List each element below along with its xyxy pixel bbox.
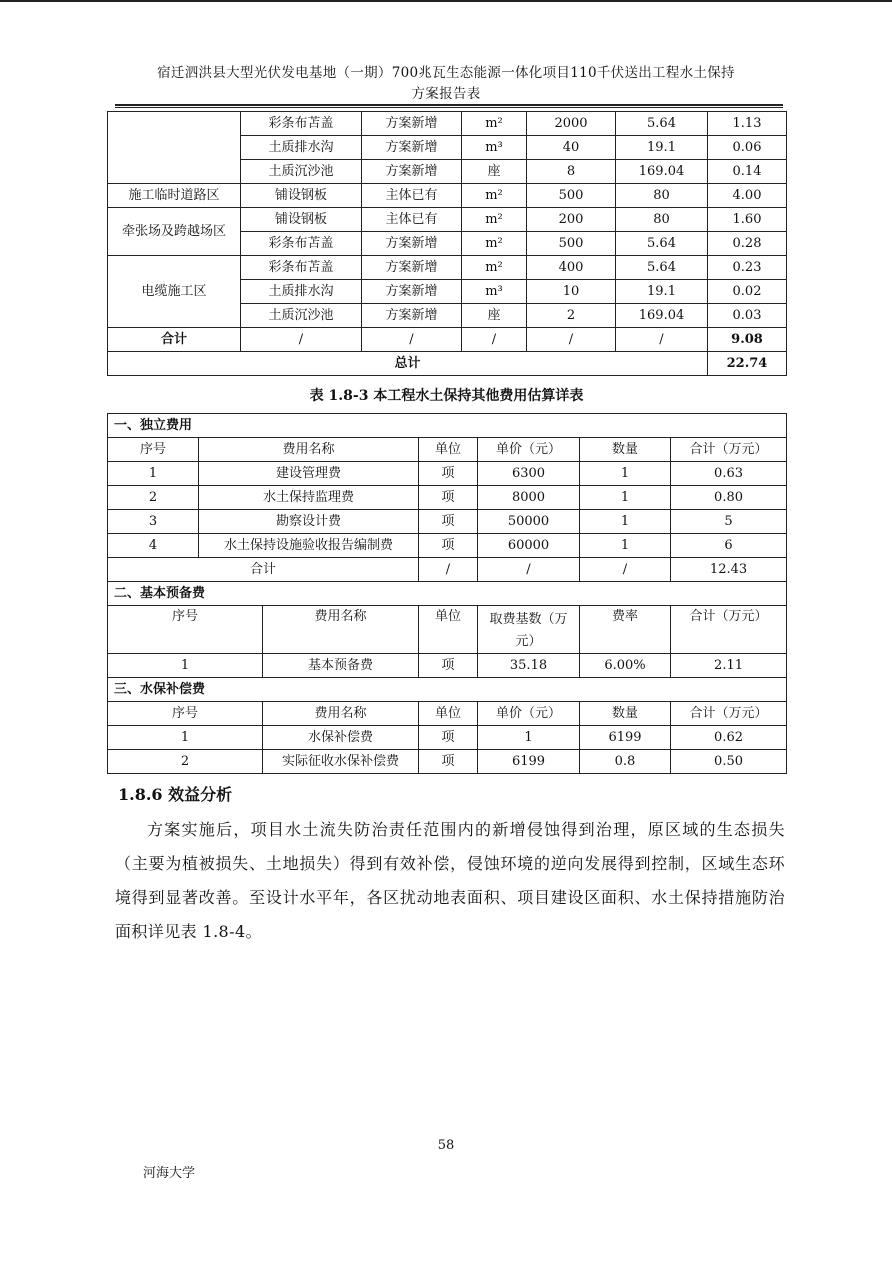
quantity-cell: 500 [527,184,616,208]
price-cell: 5.64 [616,112,708,136]
total-cell: 0.14 [708,160,787,184]
subtotal-cell: / [419,558,478,582]
source-cell: 方案新增 [362,304,462,328]
price-cell: 5.64 [616,256,708,280]
subtotal-cell: / [527,328,616,352]
total-cell: 0.80 [671,486,787,510]
source-cell: 方案新增 [362,136,462,160]
total-cell: 1.13 [708,112,787,136]
running-header [108,63,784,105]
header-rule-thin [115,107,783,108]
unit-cell: m² [462,208,527,232]
subtotal-cell: / [462,328,527,352]
name-cell: 基本预备费 [263,654,419,678]
column-header: 单位 [419,702,478,726]
footer-organization: 河海大学 [143,1166,196,1181]
header-line-1: 宿迁泗洪县大型光伏发电基地（一期）700兆瓦生态能源一体化项目110千伏送出工程水土保持 [157,65,735,81]
total-cell: 6 [671,534,787,558]
total-cell: 0.28 [708,232,787,256]
unit-cell: m² [462,232,527,256]
source-cell: 方案新增 [362,280,462,304]
total-cell: 0.23 [708,256,787,280]
unit-cell: 项 [419,750,478,774]
column-header: 取费基数（万元） [478,606,580,654]
area-cell: 施工临时道路区 [108,184,241,208]
subtotal-cell: / [478,558,580,582]
price-cell: 1 [478,726,580,750]
grandtotal-row [108,352,787,376]
column-header: 合计（万元） [671,702,787,726]
other-costs-table [107,413,787,774]
unit-cell: m² [462,184,527,208]
quantity-cell: 500 [527,232,616,256]
name-cell: 勘察设计费 [199,510,419,534]
index-cell: 4 [108,534,199,558]
name-cell: 实际征收水保补偿费 [263,750,419,774]
quantity-cell: 1 [580,462,671,486]
section-title-row [108,414,787,438]
measure-cell: 彩条布苫盖 [241,112,362,136]
subtotal-cell: / [580,558,671,582]
column-header: 序号 [108,702,263,726]
price-cell: 8000 [478,486,580,510]
table-caption: 表 1.8-3 本工程水土保持其他费用估算详表 [309,388,584,404]
section-title-row [108,582,787,606]
header-line-2: 方案报告表 [411,86,481,102]
unit-cell: m² [462,112,527,136]
body-paragraph: 方案实施后，项目水土流失防治责任范围内的新增侵蚀得到治理，原区域的生态损失（主要为植被损失、土地损失）得到有效补偿，侵蚀环境的逆向发展得到控制，区域生态环境得到显著改善。至设计水平年，各区扰动地表面积、项目建设区面积、水土保持措施防治面积详见表 1.8-4。 [115,820,785,941]
column-header: 单位 [419,438,478,462]
total-cell: 1.60 [708,208,787,232]
quantity-cell: 200 [527,208,616,232]
subtotal-label: 合计 [108,558,419,582]
price-cell: 169.04 [616,160,708,184]
price-cell: 80 [616,208,708,232]
header-row [108,606,787,654]
table-row [108,256,787,280]
quantity-cell: 2000 [527,112,616,136]
unit-cell: 项 [419,510,478,534]
grandtotal-value: 22.74 [708,352,787,376]
column-header: 单位 [419,606,478,654]
area-cell: 牵张场及跨越场区 [108,208,241,256]
unit-cell: 项 [419,462,478,486]
measure-cell: 土质沉沙池 [241,304,362,328]
table-row [108,750,787,774]
price-cell: 19.1 [616,136,708,160]
quantity-cell: 0.8 [580,750,671,774]
source-cell: 方案新增 [362,112,462,136]
table-row [108,726,787,750]
quantity-cell: 1 [580,534,671,558]
name-cell: 水保补偿费 [263,726,419,750]
quantity-cell: 1 [580,486,671,510]
subtotal-cell: / [362,328,462,352]
column-header: 费用名称 [263,702,419,726]
measure-cell: 彩条布苫盖 [241,256,362,280]
index-cell: 3 [108,510,199,534]
subtotal-row [108,558,787,582]
rate-cell: 6.00% [580,654,671,678]
source-cell: 方案新增 [362,160,462,184]
table-row [108,510,787,534]
unit-cell: 项 [419,486,478,510]
measure-cell: 铺设钢板 [241,208,362,232]
measure-cell: 铺设钢板 [241,184,362,208]
section-title: 二、基本预备费 [108,582,787,606]
column-header: 数量 [580,438,671,462]
column-header: 序号 [108,438,199,462]
total-cell: 2.11 [671,654,787,678]
total-cell: 0.06 [708,136,787,160]
top-border-line [0,0,892,2]
subtotal-value: 12.43 [671,558,787,582]
quantity-cell: 1 [580,510,671,534]
column-header: 序号 [108,606,263,654]
table-row [108,112,787,136]
page-number: 58 [437,1138,455,1153]
section-title-row [108,678,787,702]
total-cell: 0.62 [671,726,787,750]
area-cell: 电缆施工区 [108,256,241,328]
source-cell: 方案新增 [362,232,462,256]
total-cell: 0.03 [708,304,787,328]
price-cell: 60000 [478,534,580,558]
measure-cell: 土质排水沟 [241,280,362,304]
unit-cell: m³ [462,136,527,160]
name-cell: 水土保持设施验收报告编制费 [199,534,419,558]
quantity-cell: 8 [527,160,616,184]
section-title: 一、独立费用 [108,414,787,438]
price-cell: 80 [616,184,708,208]
section-title: 三、水保补偿费 [108,678,787,702]
base-cell: 35.18 [478,654,580,678]
subtotal-cell: / [241,328,362,352]
unit-cell: 座 [462,160,527,184]
total-cell: 0.63 [671,462,787,486]
price-cell: 5.64 [616,232,708,256]
unit-cell: 项 [419,726,478,750]
measure-cell: 土质排水沟 [241,136,362,160]
table-row [108,184,787,208]
unit-cell: 项 [419,654,478,678]
column-header: 费率 [580,606,671,654]
price-cell: 6300 [478,462,580,486]
section-heading: 1.8.6 效益分析 [118,785,233,804]
subtotal-cell: / [616,328,708,352]
quantity-cell: 6199 [580,726,671,750]
table-row [108,208,787,232]
table-row [108,534,787,558]
header-row [108,702,787,726]
unit-cell: 项 [419,534,478,558]
column-header: 费用名称 [263,606,419,654]
index-cell: 1 [108,726,263,750]
subtotal-label: 合计 [108,328,241,352]
measure-cell: 土质沉沙池 [241,160,362,184]
temporary-measures-cost-table [107,111,787,376]
index-cell: 2 [108,486,199,510]
price-cell: 169.04 [616,304,708,328]
table-row [108,462,787,486]
name-cell: 建设管理费 [199,462,419,486]
source-cell: 方案新增 [362,256,462,280]
header-row [108,438,787,462]
column-header: 合计（万元） [671,438,787,462]
column-header: 单价（元） [478,438,580,462]
table-row [108,654,787,678]
price-cell: 19.1 [616,280,708,304]
index-cell: 2 [108,750,263,774]
measure-cell: 彩条布苫盖 [241,232,362,256]
header-rule-thick [115,104,783,106]
total-cell: 0.02 [708,280,787,304]
index-cell: 1 [108,462,199,486]
unit-cell: 座 [462,304,527,328]
total-cell: 4.00 [708,184,787,208]
area-cell [108,112,241,184]
column-header: 费用名称 [199,438,419,462]
total-cell: 5 [671,510,787,534]
column-header: 数量 [580,702,671,726]
unit-cell: m² [462,256,527,280]
grandtotal-label: 总计 [108,352,708,376]
column-header: 合计（万元） [671,606,787,654]
name-cell: 水土保持监理费 [199,486,419,510]
price-cell: 50000 [478,510,580,534]
subtotal-value: 9.08 [708,328,787,352]
quantity-cell: 40 [527,136,616,160]
column-header: 单价（元） [478,702,580,726]
index-cell: 1 [108,654,263,678]
subtotal-row [108,328,787,352]
unit-cell: m³ [462,280,527,304]
source-cell: 主体已有 [362,184,462,208]
table-row [108,486,787,510]
quantity-cell: 2 [527,304,616,328]
total-cell: 0.50 [671,750,787,774]
source-cell: 主体已有 [362,208,462,232]
quantity-cell: 10 [527,280,616,304]
price-cell: 6199 [478,750,580,774]
quantity-cell: 400 [527,256,616,280]
